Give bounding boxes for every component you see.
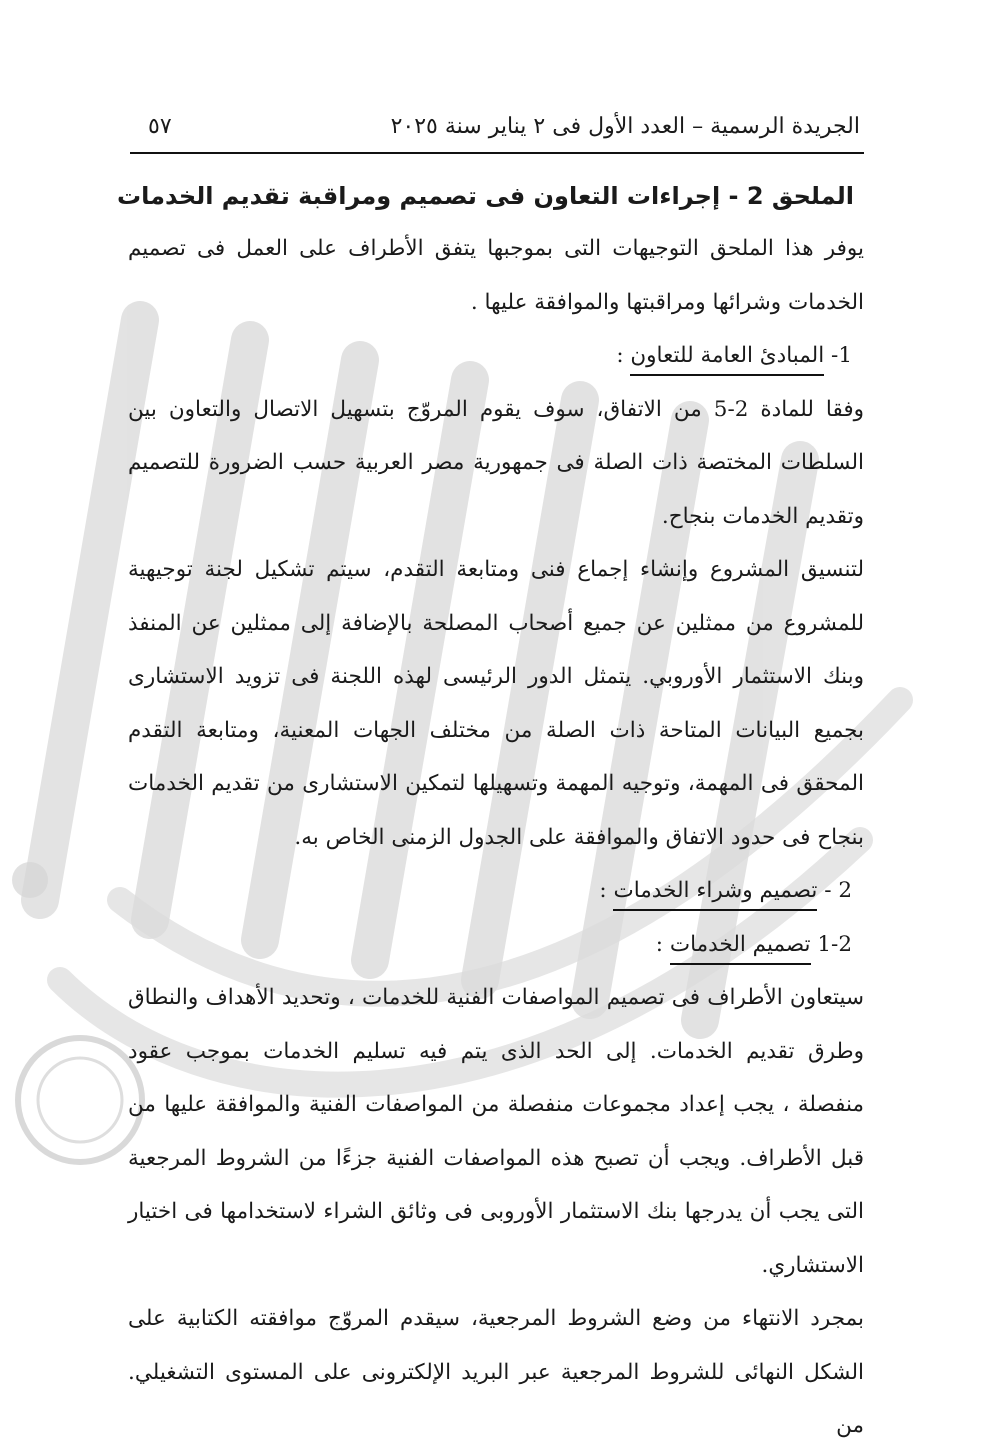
page-number: ٥٧ bbox=[148, 114, 172, 139]
section-1-paragraph-2: لتنسيق المشروع وإنشاء إجماع فنى ومتابعة التقدم، سيتم تشكيل لجنة توجيهية للمشروع من ممثلين عن جميع أصحاب المصلحة بالإضافة إلى ممثلين عن المنفذ وبنك الاستثمار الأوروبي. يتمثل الدور الرئيسى لهذه اللجنة فى تزويد الاستشارى بجميع البيانات المتاحة ذات الصلة من مختلف الجهات المعنية، ومتابعة التقدم المحقق فى المهمة، وتوجيه المهمة وتسهيلها لتمكين الاستشارى من تقديم الخدمات بنجاح فى حدود الاتفاق والموافقة على الجدول الزمنى الخاص به. bbox=[128, 557, 864, 850]
section-1-title: المبادئ العامة للتعاون bbox=[630, 343, 824, 376]
section-1-number: 1- bbox=[831, 343, 852, 368]
subsection-2-1-suffix: : bbox=[655, 931, 670, 957]
section-2-suffix: : bbox=[599, 878, 614, 903]
section-1-suffix: : bbox=[616, 343, 631, 368]
intro-paragraph: يوفر هذا الملحق التوجيهات التى بموجبها يتفق الأطراف على العمل فى تصميم الخدمات وشرائها ومراقبتها والموافقة عليها . bbox=[128, 236, 864, 315]
section-1-heading bbox=[128, 329, 864, 383]
section-2-number: 2 - bbox=[824, 878, 852, 903]
annex-title: الملحق 2 - إجراءات التعاون فى تصميم ومراقبة تقديم الخدمات bbox=[117, 182, 854, 210]
section-1-paragraph-1: وفقا للمادة 2-5 من الاتفاق، سوف يقوم المروّج بتسهيل الاتصال والتعاون بين السلطات المختصة ذات الصلة فى جمهورية مصر العربية حسب الضرورة للتصميم وتقديم الخدمات بنجاح. bbox=[128, 396, 864, 529]
page-header bbox=[130, 108, 864, 154]
gazette-header-title: الجريدة الرسمية – العدد الأول فى ٢ يناير سنة ٢٠٢٥ bbox=[390, 114, 860, 139]
document-body bbox=[117, 170, 864, 1453]
subsection-2-1-title: تصميم الخدمات bbox=[670, 932, 811, 965]
subsection-2-1-heading bbox=[128, 918, 864, 972]
section-2-title: تصميم وشراء الخدمات bbox=[613, 878, 817, 911]
subsection-2-1-number: 1-2 bbox=[817, 931, 852, 957]
section-2-heading bbox=[128, 864, 864, 918]
subsection-2-1-paragraph-1: سيتعاون الأطراف فى تصميم المواصفات الفنية للخدمات ، وتحديد الأهداف والنطاق وطرق تقديم الخدمات. إلى الحد الذى يتم فيه تسليم الخدمات بموجب عقود منفصلة ، يجب إعداد مجموعات منفصلة من المواصفات الفنية والموافقة عليها من قبل الأطراف. ويجب أن تصبح هذه المواصفات الفنية جزءًا من الشروط المرجعية التى يجب أن يدرجها بنك الاستثمار الأوروبى فى وثائق الشراء لاستخدامها فى اختيار الاستشاري. bbox=[128, 985, 864, 1278]
subsection-2-1-paragraph-2: بمجرد الانتهاء من وضع الشروط المرجعية، سيقدم المروّج موافقته الكتابية على الشكل النهائى للشروط المرجعية عبر البريد الإلكترونى على المستوى التشغيلي. من bbox=[128, 1306, 864, 1438]
